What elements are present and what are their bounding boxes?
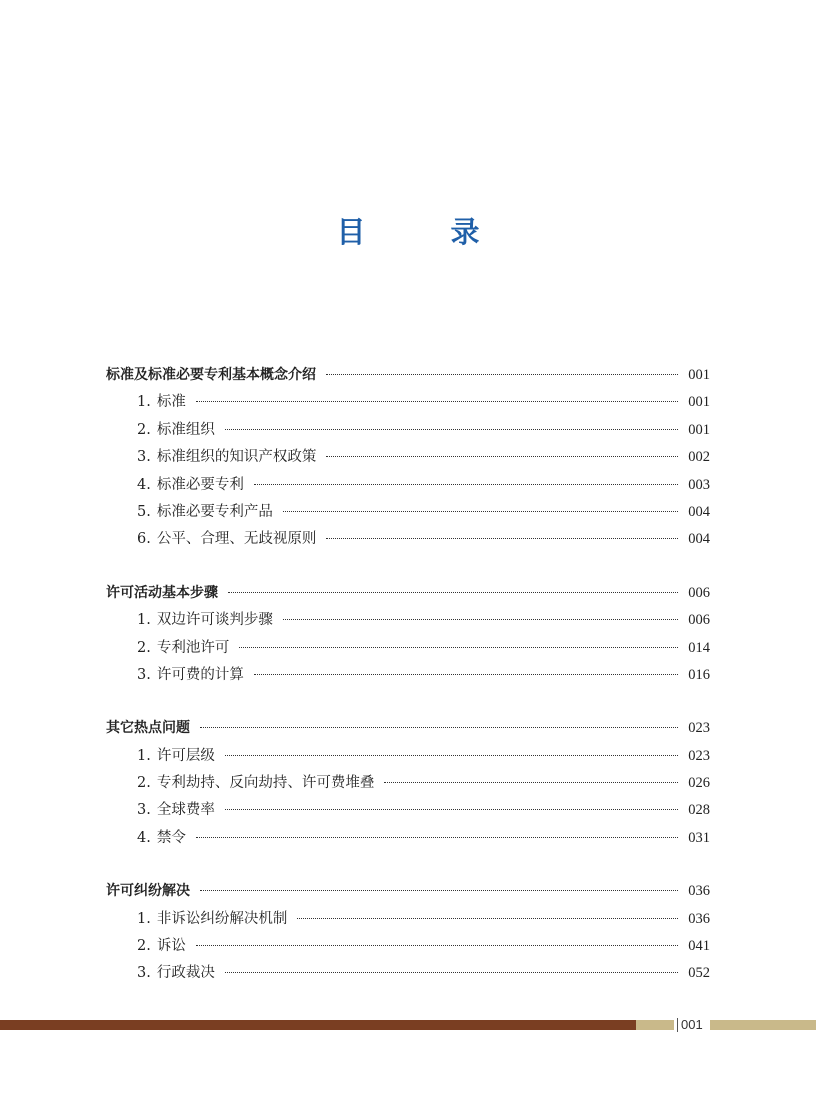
toc-item-row[interactable] — [106, 960, 710, 987]
toc-chapter-row[interactable] — [106, 580, 710, 607]
item-label: 双边许可谈判步骤 — [156, 612, 273, 629]
item-label: 诉讼 — [156, 938, 186, 955]
item-page-number: 023 — [688, 747, 710, 764]
item-number: 6. — [137, 531, 151, 548]
dot-leader — [283, 511, 678, 512]
item-label: 标准组织的知识产权政策 — [156, 449, 317, 466]
item-label: 专利池许可 — [156, 639, 230, 656]
chapter-title: 许可纠纷解决 — [106, 883, 190, 900]
item-label: 行政裁决 — [156, 965, 215, 982]
toc-item-row[interactable] — [106, 662, 710, 689]
item-label: 标准必要专利产品 — [156, 503, 273, 520]
item-number: 2. — [137, 639, 151, 656]
item-page-number: 036 — [688, 910, 710, 927]
item-page-number: 014 — [688, 639, 710, 656]
dot-leader — [297, 918, 678, 919]
footer-page-number: 001 — [681, 1017, 703, 1032]
item-page-number: 004 — [688, 531, 710, 548]
item-page-number: 031 — [688, 829, 710, 846]
item-label: 专利劫持、反向劫持、许可费堆叠 — [156, 775, 375, 792]
dot-leader — [196, 837, 678, 838]
toc-item-row[interactable] — [106, 499, 710, 526]
item-page-number: 052 — [688, 965, 710, 982]
item-page-number: 006 — [688, 612, 710, 629]
item-label: 许可层级 — [156, 747, 215, 764]
table-of-contents — [106, 362, 710, 1014]
chapter-title: 其它热点问题 — [106, 720, 190, 737]
item-page-number: 026 — [688, 775, 710, 792]
toc-item-row[interactable] — [106, 797, 710, 824]
dot-leader — [225, 429, 678, 430]
dot-leader — [326, 538, 678, 539]
dot-leader — [196, 945, 678, 946]
item-number: 2. — [137, 938, 151, 955]
footer-bar-dark — [0, 1020, 636, 1030]
item-number: 5. — [137, 503, 151, 520]
toc-item-row[interactable] — [106, 825, 710, 852]
item-number: 1. — [137, 394, 151, 411]
toc-item-row[interactable] — [106, 607, 710, 634]
item-label: 标准 — [156, 394, 186, 411]
item-number: 1. — [137, 910, 151, 927]
item-number: 3. — [137, 802, 151, 819]
item-label: 标准必要专利 — [156, 476, 244, 493]
chapter-title: 许可活动基本步骤 — [106, 584, 218, 601]
item-number: 1. — [137, 612, 151, 629]
item-page-number: 003 — [688, 476, 710, 493]
toc-item-row[interactable] — [106, 933, 710, 960]
dot-leader — [384, 782, 678, 783]
toc-item-row[interactable] — [106, 743, 710, 770]
item-page-number: 001 — [688, 394, 710, 411]
toc-item-row[interactable] — [106, 472, 710, 499]
toc-chapter-row[interactable] — [106, 715, 710, 742]
dot-leader — [254, 484, 678, 485]
chapter-page-number: 036 — [688, 883, 710, 900]
toc-chapter-row[interactable] — [106, 362, 710, 389]
dot-leader — [200, 890, 678, 891]
dot-leader — [225, 755, 678, 756]
item-number: 2. — [137, 421, 151, 438]
item-label: 标准组织 — [156, 421, 215, 438]
dot-leader — [283, 619, 678, 620]
dot-leader — [239, 647, 678, 648]
item-page-number: 001 — [688, 421, 710, 438]
chapter-page-number: 001 — [688, 367, 710, 383]
page-title: 目 录 — [336, 215, 508, 249]
item-label: 非诉讼纠纷解决机制 — [156, 910, 288, 927]
dot-leader — [196, 401, 678, 402]
item-label: 全球费率 — [156, 802, 215, 819]
toc-section — [106, 715, 710, 852]
footer-separator — [677, 1018, 678, 1032]
item-page-number: 002 — [688, 449, 710, 466]
chapter-page-number: 006 — [688, 584, 710, 601]
toc-item-row[interactable] — [106, 635, 710, 662]
dot-leader — [225, 972, 678, 973]
item-label: 许可费的计算 — [156, 666, 244, 683]
item-page-number: 041 — [688, 938, 710, 955]
item-label: 禁令 — [156, 829, 186, 846]
dot-leader — [326, 456, 678, 457]
toc-section — [106, 362, 710, 554]
item-number: 3. — [137, 666, 151, 683]
chapter-title: 标准及标准必要专利基本概念介绍 — [106, 367, 316, 383]
item-number: 3. — [137, 965, 151, 982]
item-number: 4. — [137, 476, 151, 493]
item-label: 公平、合理、无歧视原则 — [156, 531, 317, 548]
item-number: 4. — [137, 829, 151, 846]
toc-item-row[interactable] — [106, 417, 710, 444]
footer-bar-light-right — [710, 1020, 816, 1030]
item-number: 1. — [137, 747, 151, 764]
footer-bar-light-left — [636, 1020, 674, 1030]
chapter-page-number: 023 — [688, 720, 710, 737]
toc-chapter-row[interactable] — [106, 878, 710, 905]
item-page-number: 004 — [688, 503, 710, 520]
toc-item-row[interactable] — [106, 444, 710, 471]
toc-item-row[interactable] — [106, 389, 710, 416]
dot-leader — [254, 674, 678, 675]
toc-section — [106, 580, 710, 690]
toc-item-row[interactable] — [106, 906, 710, 933]
toc-section — [106, 878, 710, 988]
toc-item-row[interactable] — [106, 526, 710, 553]
item-page-number: 016 — [688, 666, 710, 683]
dot-leader — [228, 592, 678, 593]
toc-item-row[interactable] — [106, 770, 710, 797]
item-number: 2. — [137, 775, 151, 792]
dot-leader — [225, 809, 678, 810]
item-page-number: 028 — [688, 802, 710, 819]
dot-leader — [326, 374, 678, 375]
item-number: 3. — [137, 449, 151, 466]
dot-leader — [200, 727, 678, 728]
